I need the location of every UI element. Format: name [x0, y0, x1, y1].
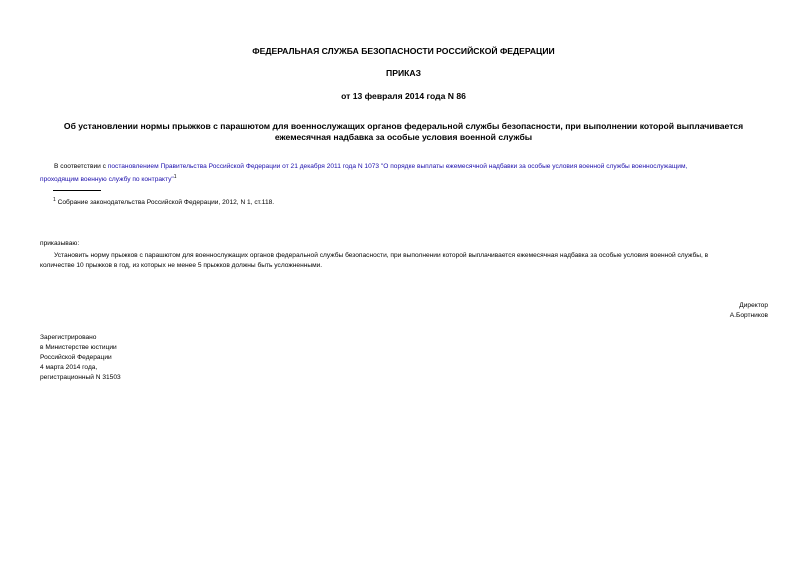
order-lead: приказываю: — [40, 240, 80, 247]
order-text-line-1: Установить норму прыжков с парашютом для военнослужащих органов федеральной службы безопасности, при выполнении которой выплачивается ежемесячная надбавка за особые условия военной службы, в — [54, 252, 709, 259]
registration-line: Российской Федерации — [40, 354, 112, 361]
preamble-line-2 — [40, 172, 177, 185]
agency-heading: ФЕДЕРАЛЬНАЯ СЛУЖБА БЕЗОПАСНОСТИ РОССИЙСКОЙ ФЕДЕРАЦИИ — [252, 46, 555, 56]
preamble-line-1 — [40, 162, 770, 172]
footnote-text: Собрание законодательства Российской Федерации, 2012, N 1, ст.118. — [57, 199, 275, 207]
footnote — [53, 195, 274, 208]
registration-block — [40, 333, 121, 383]
footnote-reference[interactable]: 1 — [173, 174, 177, 180]
order-text-line-2: количестве 10 прыжков в год, из которых не менее 5 прыжков должны быть усложненными. — [40, 262, 323, 269]
date-number-heading: от 13 февраля 2014 года N 86 — [341, 91, 466, 101]
footnote-mark: 1 — [53, 197, 56, 203]
registration-line: регистрационный N 31503 — [40, 374, 121, 381]
doc-type-heading: ПРИКАЗ — [386, 68, 421, 78]
document-title-line-1: Об установлении нормы прыжков с парашютом для военнослужащих органов федеральной службы безопасности, при выполнении которой выплачивается — [63, 121, 744, 131]
signature-position: Директор — [739, 302, 768, 309]
footnote-divider — [53, 190, 101, 191]
government-decree-link-cont[interactable]: проходящим военную службу по контракту" — [40, 176, 174, 184]
registration-line: Зарегистрировано — [40, 334, 97, 341]
signature-name: А.Бортников — [729, 312, 768, 319]
preamble-prefix: В соответствии с — [54, 163, 108, 170]
government-decree-link[interactable]: постановлением Правительства Российской Федерации от 21 декабря 2011 года N 1073 "О порядке выплаты ежемесячной надбавки за особые условия военной службы военнослужащим, — [107, 163, 688, 170]
registration-line: в Министерстве юстиции — [40, 344, 117, 351]
registration-line: 4 марта 2014 года, — [40, 364, 98, 371]
document-title-line-2: ежемесячная надбавка за особые условия военной службы — [274, 132, 533, 142]
